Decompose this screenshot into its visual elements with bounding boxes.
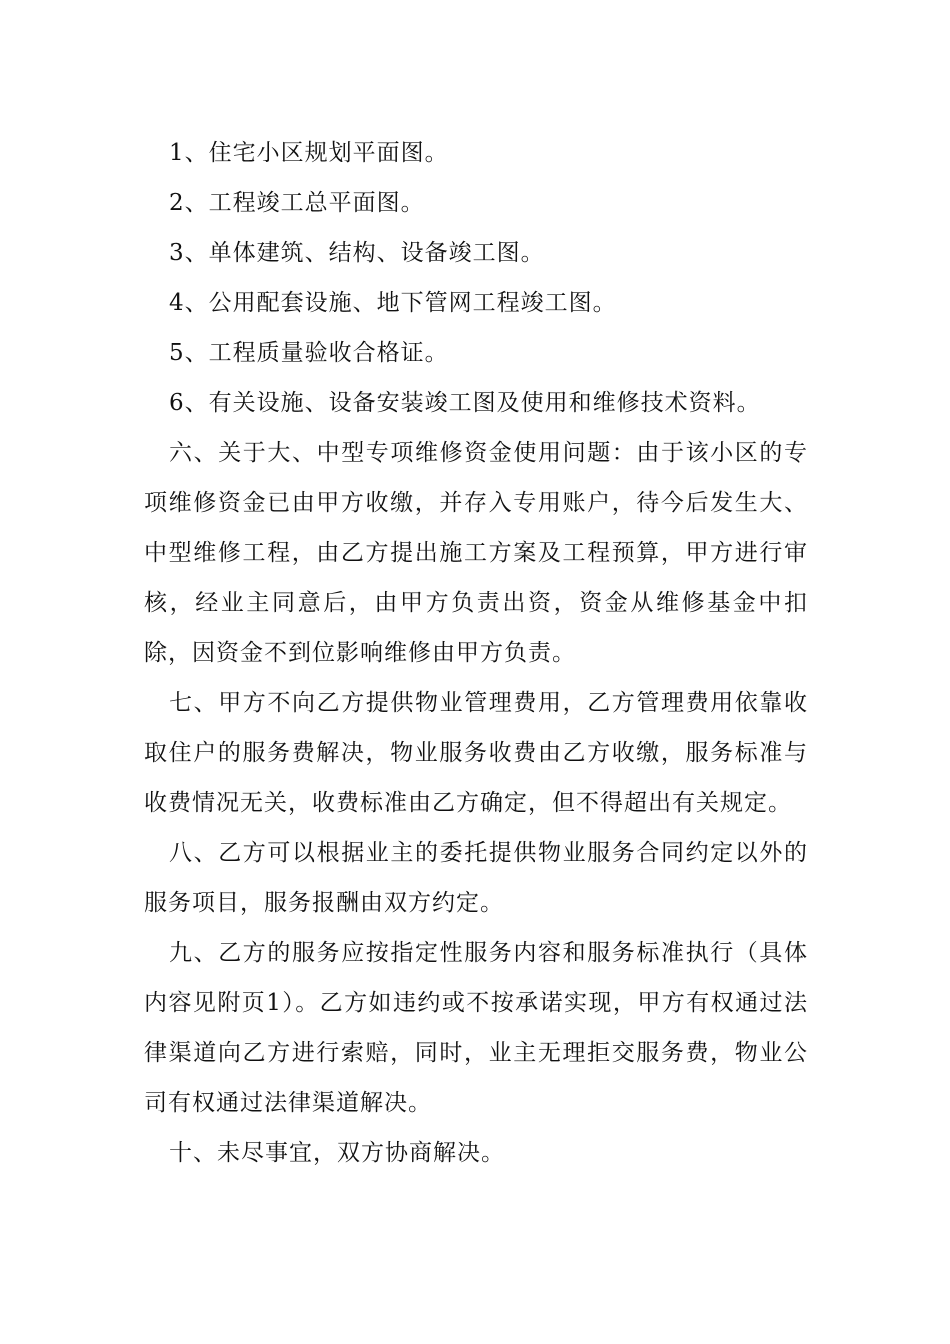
list-item-plan: 1、住宅小区规划平面图。 (169, 140, 449, 166)
list-item-utility-drawings: 4、公用配套设施、地下管网工程竣工图。 (169, 290, 617, 316)
clause-ten-other-matters: 十、未尽事宜，双方协商解决。 (169, 1140, 505, 1166)
list-item-technical-docs: 6、有关设施、设备安装竣工图及使用和维修技术资料。 (169, 390, 761, 416)
list-item-site-plan: 2、工程竣工总平面图。 (169, 190, 425, 216)
list-item-quality-certificate: 5、工程质量验收合格证。 (169, 340, 449, 366)
list-item-building-drawings: 3、单体建筑、结构、设备竣工图。 (169, 240, 545, 266)
clause-six-maintenance-fund: 六、关于大、中型专项维修资金使用问题：由于该小区的专项维修资金已由甲方收缴，并存入专用账户，待今后发生大、中型维修工程，由乙方提出施工方案及工程预算，甲方进行审核，经业主同意后，由甲方负责出资，资金从维修基金中扣除，因资金不到位影响维修由甲方负责。 (144, 440, 808, 666)
clause-eight-extra-services: 八、乙方可以根据业主的委托提供物业服务合同约定以外的服务项目，服务报酬由双方约定。 (144, 840, 808, 916)
document-body (144, 128, 808, 1178)
clause-seven-management-fee: 七、甲方不向乙方提供物业管理费用，乙方管理费用依靠收取住户的服务费解决，物业服务收费由乙方收缴，服务标准与收费情况无关，收费标准由乙方确定，但不得超出有关规定。 (144, 690, 808, 816)
clause-nine-service-standard: 九、乙方的服务应按指定性服务内容和服务标准执行（具体内容见附页1）。乙方如违约或不按承诺实现，甲方有权通过法律渠道向乙方进行索赔，同时，业主无理拒交服务费，物业公司有权通过法律渠道解决。 (144, 940, 808, 1116)
